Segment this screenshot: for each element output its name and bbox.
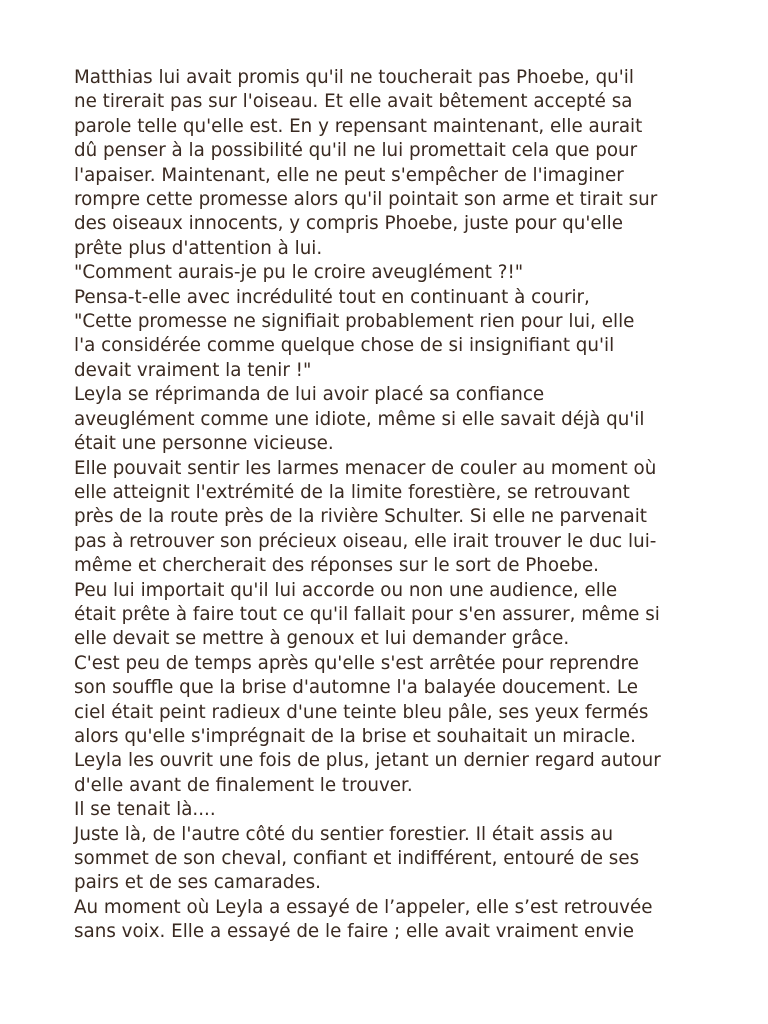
text-line: prête plus d'attention à lui. [74,237,323,259]
text-line: l'apaiser. Maintenant, elle ne peut s'empêcher de l'imaginer [74,164,624,186]
text-line: Elle pouvait sentir les larmes menacer de couler au moment où [74,457,657,479]
text-line: "Comment aurais-je pu le croire aveuglément ?!" [74,262,524,284]
text-line: parole telle qu'elle est. En y repensant maintenant, elle aurait [74,115,643,137]
text-line: d'elle avant de finalement le trouver. [74,774,413,796]
text-line: elle atteignit l'extrémité de la limite forestière, se retrouvant [74,481,630,503]
text-line: "Cette promesse ne signifiait probablement rien pour lui, elle [74,311,635,333]
text-line: Pensa-t-elle avec incrédulité tout en continuant à courir, [74,286,590,308]
document-page [74,66,714,945]
text-line: était une personne vicieuse. [74,433,334,455]
text-line: dû penser à la possibilité qu'il ne lui promettait cela que pour [74,140,638,162]
text-line: des oiseaux innocents, y compris Phoebe, juste pour qu'elle [74,213,623,235]
text-line: Juste là, de l'autre côté du sentier forestier. Il était assis au [74,823,614,845]
text-line: près de la route près de la rivière Schulter. Si elle ne parvenait [74,506,647,528]
text-line: était prête à faire tout ce qu'il fallait pour s'en assurer, même si [74,603,660,625]
text-line: Au moment où Leyla a essayé de l’appeler, elle s’est retrouvée [74,896,653,918]
body-text [74,66,714,945]
text-line: sans voix. Elle a essayé de le faire ; elle avait vraiment envie [74,921,634,943]
text-line: Leyla les ouvrit une fois de plus, jetant un dernier regard autour [74,750,661,772]
text-line: sommet de son cheval, confiant et indifférent, entouré de ses [74,848,640,869]
text-line: pas à retrouver son précieux oiseau, elle irait trouver le duc lui- [74,530,657,552]
text-line: Matthias lui avait promis qu'il ne toucherait pas Phoebe, qu'il [74,67,634,88]
text-line: alors qu'elle s'imprégnait de la brise et souhaitait un miracle. [74,725,636,747]
text-line: son souffle que la brise d'automne l'a balayée doucement. Le [74,677,639,699]
text-line: elle devait se mettre à genoux et lui demander grâce. [74,628,570,650]
text-line: Leyla se réprimanda de lui avoir placé sa confiance [74,384,545,406]
text-line: Il se tenait là.... [74,799,216,821]
text-line: ciel était peint radieux d'une teinte bleu pâle, ses yeux fermés [74,701,649,723]
text-line: devait vraiment la tenir !" [74,359,312,381]
text-line: aveuglément comme une idiote, même si elle savait déjà qu'il [74,408,645,430]
text-line: ne tirerait pas sur l'oiseau. Et elle avait bêtement accepté sa [74,91,633,113]
text-line: Peu lui importait qu'il lui accorde ou non une audience, elle [74,579,618,601]
text-line: l'a considérée comme quelque chose de si insignifiant qu'il [74,335,615,357]
text-line: même et chercherait des réponses sur le sort de Phoebe. [74,555,599,577]
text-line: rompre cette promesse alors qu'il pointait son arme et tirait sur [74,189,658,211]
text-line: pairs et de ses camarades. [74,872,321,894]
text-line: C'est peu de temps après qu'elle s'est arrêtée pour reprendre [74,652,639,674]
